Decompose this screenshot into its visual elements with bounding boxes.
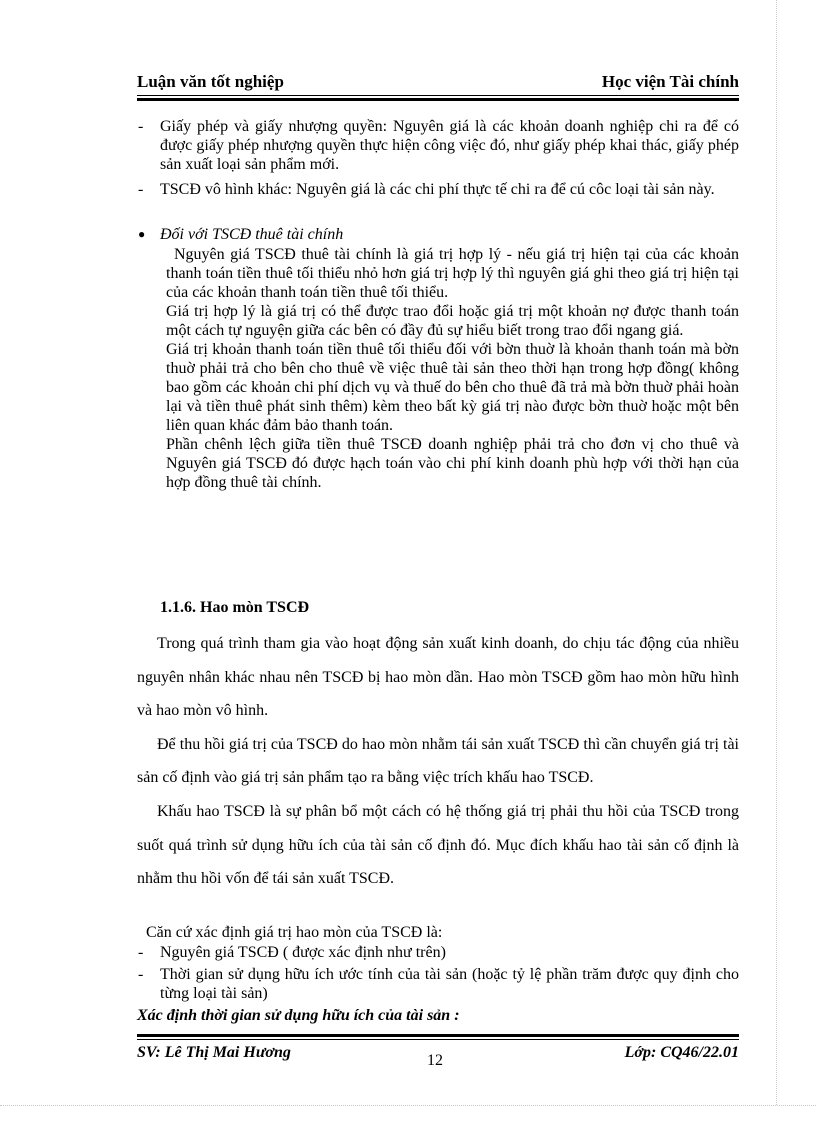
bullet-icon: ● xyxy=(138,227,146,241)
header-rule-thin xyxy=(137,95,739,96)
list-item-text: Giấy phép và giấy nhượng quyền: Nguyên giá là các khoản doanh nghiệp chi ra để có được giấy phép nhượng quyền thực hiện công việc đó, như giấy phép khai thác, giấy phép sản xuất loại sản phẩm mới. xyxy=(160,118,739,173)
section-body xyxy=(137,627,739,896)
header-left-title: Luận văn tốt nghiệp xyxy=(137,72,284,91)
list-marker: - xyxy=(138,118,144,135)
header-right-title: Học viện Tài chính xyxy=(601,72,739,91)
list-item-other-intangible xyxy=(160,180,739,199)
basis-intro xyxy=(146,923,739,942)
paragraph: Nguyên giá TSCĐ thuê tài chính là giá trị hợp lý - nếu giá trị hiện tại của các khoản thanh toán tiền thuê tối thiểu nhỏ hơn giá trị hợp lý thì nguyên giá ghi theo giá trị hiện tại của các khoản thanh toán tiền thuê tối thiểu. xyxy=(166,246,739,301)
list-item-text: TSCĐ vô hình khác: Nguyên giá là các chi phí thực tế chi ra để cú côc loại tài sản này. xyxy=(160,181,715,198)
footer-class: Lớp: CQ46/22.01 xyxy=(624,1044,739,1061)
basis-intro-text: Căn cứ xác định giá trị hao mòn của TSCĐ là: xyxy=(146,924,443,941)
basis-item-useful-life xyxy=(160,965,739,1003)
list-item-text: Thời gian sử dụng hữu ích ước tính của tài sản (hoặc tỷ lệ phần trăm được quy định cho từng loại tài sản) xyxy=(160,966,739,1002)
paragraph: Khấu hao TSCĐ là sự phân bổ một cách có hệ thống giá trị phải thu hồi của TSCĐ trong suốt quá trình sử dụng hữu ích của tài sản cố định đó. Mục đích khấu hao tài sản cố định là nhằm thu hồi vốn để tái sản xuất TSCĐ. xyxy=(137,802,739,888)
list-marker: - xyxy=(138,181,144,198)
bullet-heading-text: Đối với TSCĐ thuê tài chính xyxy=(160,226,344,243)
list-marker: - xyxy=(138,966,144,983)
section-heading: 1.1.6. Hao mòn TSCĐ xyxy=(160,599,310,616)
bullet-heading xyxy=(160,225,660,244)
list-item-licenses xyxy=(160,117,739,174)
list-marker: - xyxy=(138,944,144,961)
paragraph: Giá trị hợp lý là giá trị có thể được trao đổi hoặc giá trị một khoản nợ được thanh toán một cách tự nguyện giữa các bên có đầy đủ sự hiểu biết trong trao đổi ngang giá. xyxy=(166,303,739,339)
footer-rule-thin xyxy=(137,1039,739,1040)
page-header xyxy=(137,72,739,94)
page-margin-guide-horizontal xyxy=(0,1105,816,1106)
paragraph: Phần chênh lệch giữa tiền thuê TSCĐ doanh nghiệp phải trả cho đơn vị cho thuê và Nguyên giá TSCĐ đó được hạch toán vào chi phí kinh doanh phù hợp với thời hạn của hợp đồng thuê tài chính. xyxy=(166,436,739,491)
footer-rule-thick xyxy=(137,1034,739,1037)
header-rule-thick xyxy=(137,98,739,101)
page-margin-guide-vertical xyxy=(776,0,777,1105)
page-footer xyxy=(137,1044,739,1068)
footer-student: SV: Lê Thị Mai Hương xyxy=(137,1044,291,1061)
paragraph: Để thu hồi giá trị của TSCĐ do hao mòn nhằm tái sản xuất TSCĐ thì cần chuyển giá trị tài sản cố định vào giá trị sản phẩm tạo ra bằng việc trích khấu hao TSCĐ. xyxy=(137,735,739,787)
paragraph: Giá trị khoản thanh toán tiền thuê tối thiểu đối với bờn thuờ là khoản thanh toán mà bờn thuờ phải trả cho bên cho thuê về việc thuê tài sản theo thời hạn trong hợp đồng( không bao gồm các khoản chi phí dịch vụ và thuế do bên cho thuê đã trả mà bờn thuờ phải hoàn lại và tiền thuê phát sinh thêm) kèm theo bất kỳ giá trị nào được bờn thuờ hoặc một bên liên quan khác đảm bảo thanh toán. xyxy=(166,341,739,434)
subheading: Xác định thời gian sử dụng hữu ích của tài sản : xyxy=(137,1007,460,1024)
basis-item-cost xyxy=(160,943,739,962)
list-item-text: Nguyên giá TSCĐ ( được xác định như trên) xyxy=(160,944,446,961)
page-number: 12 xyxy=(427,1052,443,1069)
paragraph: Trong quá trình tham gia vào hoạt động sản xuất kinh doanh, do chịu tác động của nhiều nguyên nhân khác nhau nên TSCĐ bị hao mòn dần. Hao mòn TSCĐ gồm hao mòn hữu hình và hao mòn vô hình. xyxy=(137,635,739,720)
lease-paragraphs xyxy=(166,245,739,492)
